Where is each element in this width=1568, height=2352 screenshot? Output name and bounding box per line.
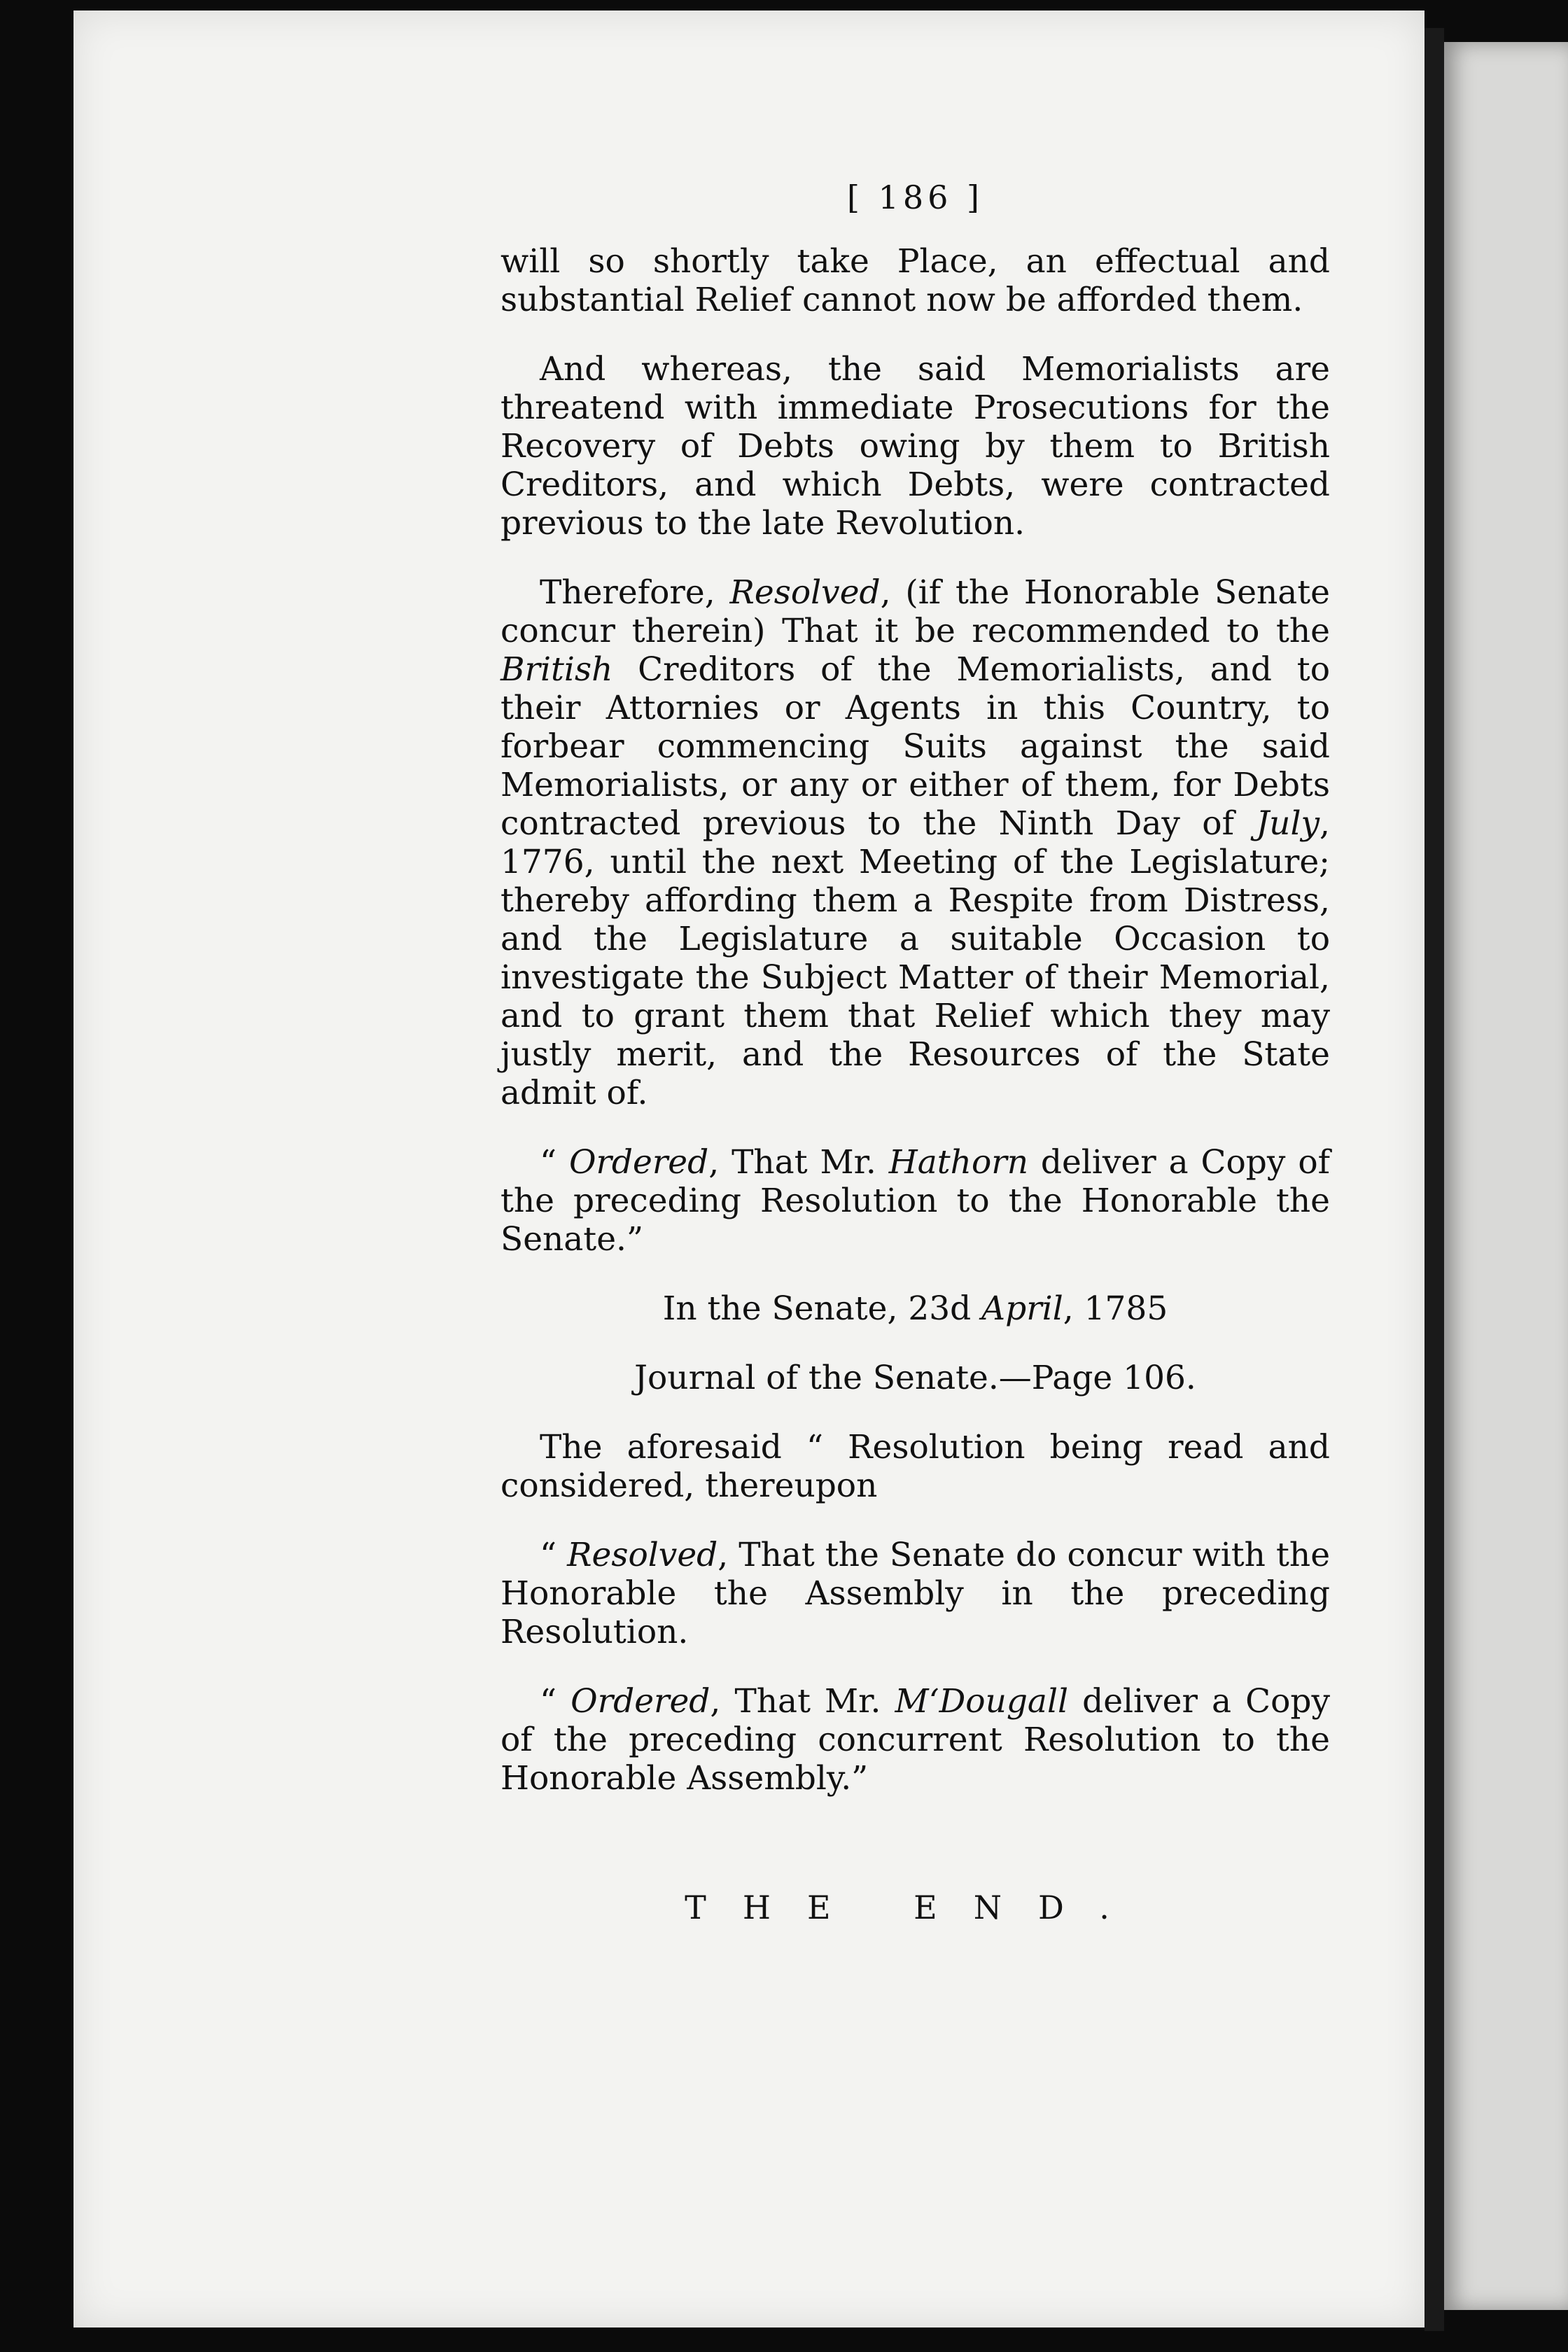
paragraph-5 <box>500 1428 1330 1505</box>
paragraph-3-resolved: Resolved <box>729 573 881 612</box>
journal-reference: Journal of the Senate.—Page 106. <box>634 1359 1196 1397</box>
paragraph-7-text-b: , That Mr. <box>710 1682 895 1721</box>
paragraph-7 <box>500 1682 1330 1798</box>
paragraph-3-text-c: Creditors of the Memorialists, and to their Attornies or Agents in this Country, to forbear commencing Suits against the said Memorialists, or any or either of them, for Debts contracted previous to the Ninth Day of <box>500 650 1330 843</box>
paragraph-3-text-b: , (if the Honorable Senate concur therein) That it be recommended to the <box>500 573 1330 650</box>
paragraph-7-ordered: Ordered <box>570 1682 710 1721</box>
paragraph-7-text-a: “ <box>540 1682 571 1721</box>
text-block <box>500 178 1330 1927</box>
paragraph-3 <box>500 573 1330 1112</box>
the-end-heading: THE END. <box>685 1889 1146 1926</box>
paragraph-4-text-b: , That Mr. <box>708 1143 889 1182</box>
paragraph-1 <box>500 242 1330 319</box>
senate-date-month: April <box>981 1289 1063 1328</box>
paragraph-5-text: The aforesaid “ Resolution being read and considered, thereupon <box>500 1428 1330 1505</box>
adjacent-page-edge <box>1444 42 1568 2310</box>
binding-gutter <box>1424 28 1444 2331</box>
paragraph-6 <box>500 1536 1330 1651</box>
paragraph-6-text-a: “ <box>540 1536 568 1574</box>
senate-date-line <box>500 1289 1330 1328</box>
paragraph-1-text: will so shortly take Place, an effectual and substantial Relief cannot now be afforded them. <box>500 242 1330 319</box>
paragraph-4-text-c: deliver a Copy of the preceding Resolution to the Honorable the Senate.” <box>500 1143 1331 1259</box>
paragraph-2 <box>500 350 1330 542</box>
paragraph-2-text: And whereas, the said Memorialists are threatend with immediate Prosecutions for the Recovery of Debts owing by them to British Creditors, and which Debts, were contracted previous to the late Revolution. <box>500 350 1330 542</box>
paragraph-4-text-a: “ <box>540 1143 569 1182</box>
paragraph-4-ordered: Ordered <box>568 1143 709 1182</box>
page-number: [ 186 ] <box>847 178 983 216</box>
paragraph-6-resolved: Resolved <box>567 1536 718 1574</box>
paragraph-3-text-a: Therefore, <box>540 573 730 612</box>
paragraph-3-july: July <box>1256 804 1320 843</box>
paragraph-7-text-c: deliver a Copy of the preceding concurrent Resolution to the Honorable Assembly.” <box>500 1682 1331 1798</box>
paragraph-4 <box>500 1143 1330 1259</box>
senate-date-before: In the Senate, 23d <box>662 1289 982 1328</box>
paragraph-4-hathorn: Hathorn <box>888 1143 1028 1182</box>
paragraph-3-text-d: , 1776, until the next Meeting of the Legislature; thereby affording them a Respite from Distress, and the Legislature a suitable Occasion to investigate the Subject Matter of their Memorial, and to grant them that Relief which they may justly merit, and the Resources of the State admit of. <box>500 804 1330 1112</box>
paragraph-3-british: British <box>500 650 613 689</box>
paragraph-7-mcdougall: M‘Dougall <box>895 1682 1069 1721</box>
paragraph-6-text-b: , That the Senate do concur with the Honorable the Assembly in the preceding Resolution. <box>500 1536 1331 1651</box>
senate-date-after: , 1785 <box>1063 1289 1168 1328</box>
